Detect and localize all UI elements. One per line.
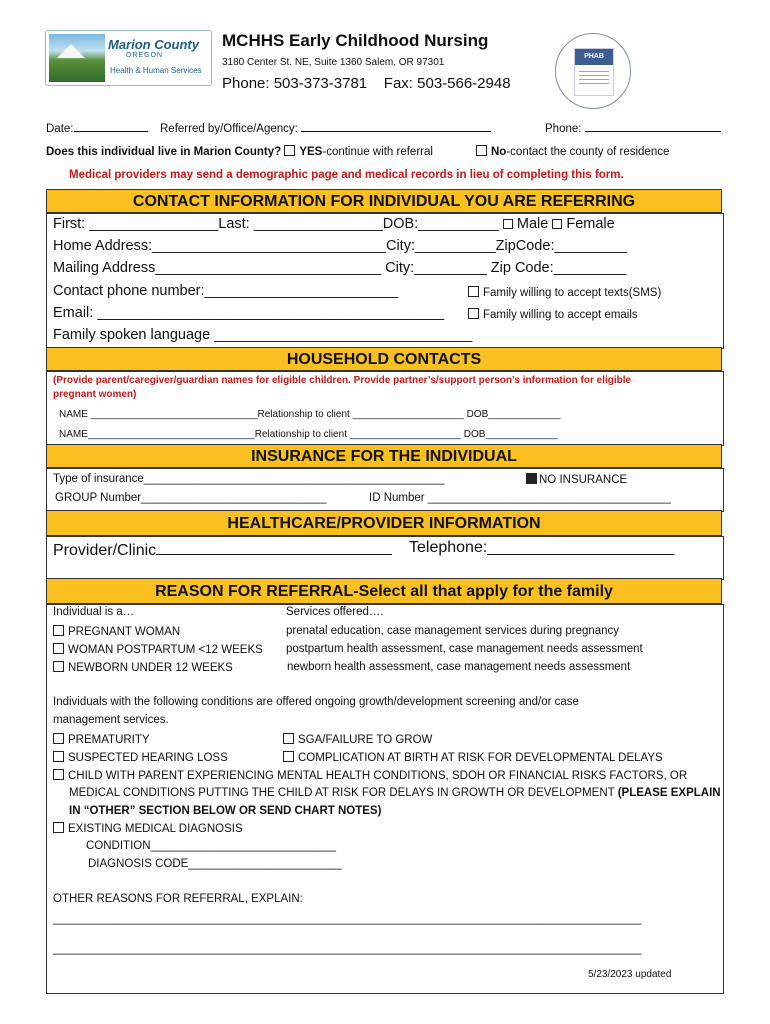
- existing-diagnosis-checkbox[interactable]: [53, 822, 64, 833]
- female-label: Female: [566, 216, 615, 232]
- other-reasons-line-2[interactable]: ____________________________________________________________________________________________: [53, 943, 642, 955]
- no-insurance-option: [526, 473, 627, 486]
- insurance-type-field[interactable]: Type of insurance_______________________________________________: [53, 473, 445, 485]
- first-last-dob: First: ________________Last: ________________DOB:__________: [53, 216, 499, 232]
- services-label: Services offered….: [286, 606, 384, 618]
- yes-checkbox[interactable]: [284, 145, 295, 156]
- insurance-heading: INSURANCE FOR THE INDIVIDUAL: [46, 444, 722, 468]
- other-reasons-label: OTHER REASONS FOR REFERRAL, EXPLAIN:: [53, 893, 303, 905]
- contact-phone-fax: [222, 75, 511, 92]
- newborn-checkbox[interactable]: [53, 661, 64, 672]
- other-reasons-line-1[interactable]: ____________________________________________________________________________________________: [53, 913, 642, 925]
- reason-heading: REASON FOR REFERRAL-Select all that apply for the family: [46, 578, 722, 604]
- contact-heading: CONTACT INFORMATION FOR INDIVIDUAL YOU ARE REFERRING: [46, 189, 722, 213]
- existing-diagnosis-label: EXISTING MEDICAL DIAGNOSIS: [68, 823, 243, 835]
- no-label: No: [491, 146, 507, 158]
- individual-label: Individual is a…: [53, 606, 135, 618]
- sga-option: [283, 733, 432, 746]
- emails-checkbox[interactable]: [468, 308, 479, 319]
- condition-field[interactable]: CONDITION_____________________________: [86, 840, 337, 852]
- provider-clinic-label: Provider/Clinic: [53, 542, 157, 559]
- county-question: [46, 145, 433, 158]
- pregnant-service: prenatal education, case management services during pregnancy: [286, 625, 620, 637]
- prematurity-checkbox[interactable]: [53, 733, 64, 744]
- parent-risk-line1: CHILD WITH PARENT EXPERIENCING MENTAL HEALTH CONDITIONS, SDOH OR FINANCIAL RISKS FACTORS, OR: [68, 770, 688, 782]
- email-field[interactable]: Email: ___________________________________________: [53, 305, 445, 321]
- prematurity-option: [53, 733, 150, 746]
- marion-county-logo: [45, 30, 212, 86]
- updated-date: 5/23/2023 updated: [588, 969, 672, 980]
- emails-label: Family willing to accept emails: [483, 309, 638, 321]
- parent-risk-option: [53, 769, 687, 782]
- postpartum-checkbox[interactable]: [53, 643, 64, 654]
- sga-label: SGA/FAILURE TO GROW: [298, 734, 433, 746]
- no-insurance-label: NO INSURANCE: [539, 474, 628, 486]
- newborn-option: [53, 661, 233, 674]
- household-note: (Provide parent/caregiver/guardian names for eligible children. Provide partner’s/support person’s information for eligible pregnant women): [53, 375, 632, 400]
- conditions-intro-line2: management services.: [53, 714, 169, 726]
- referrer-phone-field[interactable]: [545, 119, 721, 135]
- language-field[interactable]: Family spoken language ________________________________: [53, 327, 473, 343]
- logo-state: OREGON: [126, 52, 164, 59]
- parent-risk-line2-text: MEDICAL CONDITIONS PUTTING THE CHILD AT RISK FOR DELAYS IN GROWTH OR DEVELOPMENT: [69, 787, 615, 799]
- referrer-phone-label: Phone:: [545, 123, 582, 135]
- household-row-1[interactable]: NAME ______________________________Relationship to client ____________________ DOB_____________: [59, 409, 561, 420]
- yes-rest: -continue with referral: [322, 146, 433, 158]
- male-checkbox[interactable]: [503, 219, 513, 229]
- texts-checkbox[interactable]: [468, 286, 479, 297]
- hearing-option: [53, 751, 228, 764]
- provider-clinic-field[interactable]: [53, 539, 392, 560]
- date-label: Date:: [46, 123, 74, 135]
- household-heading: HOUSEHOLD CONTACTS: [46, 347, 722, 371]
- no-rest: -contact the county of residence: [506, 146, 670, 158]
- parent-risk-explain: (PLEASE EXPLAIN: [617, 787, 721, 799]
- referred-by-field[interactable]: [160, 119, 491, 135]
- referred-label: Referred by/Office/Agency:: [160, 123, 298, 135]
- provider-heading: HEALTHCARE/PROVIDER INFORMATION: [46, 510, 722, 536]
- provider-notice: Medical providers may send a demographic page and medical records in lieu of completing this form.: [69, 169, 624, 181]
- texts-option: [468, 286, 661, 299]
- date-field[interactable]: [46, 119, 148, 135]
- conditions-intro-line1: Individuals with the following conditions are offered ongoing growth/development screening and/or case: [53, 696, 579, 708]
- postpartum-option: [53, 643, 263, 656]
- parent-risk-checkbox[interactable]: [53, 769, 64, 780]
- logo-name: Marion County: [108, 37, 199, 52]
- no-checkbox[interactable]: [476, 145, 487, 156]
- seal-text: PHAB: [575, 49, 613, 65]
- complication-checkbox[interactable]: [283, 751, 294, 762]
- id-number-field[interactable]: ID Number ______________________________________: [369, 492, 671, 504]
- existing-diagnosis-option: [53, 822, 243, 835]
- phone-number: Phone: 503-373-3781: [222, 75, 368, 92]
- female-checkbox[interactable]: [552, 219, 562, 229]
- parent-risk-line3: IN “OTHER” SECTION BELOW OR SEND CHART NOTES): [69, 805, 382, 817]
- prematurity-label: PREMATURITY: [68, 734, 150, 746]
- fax-number: Fax: 503-566-2948: [383, 75, 511, 92]
- provider-telephone-field[interactable]: Telephone:_____________________: [409, 539, 675, 556]
- texts-label: Family willing to accept texts(SMS): [483, 287, 662, 299]
- pregnant-checkbox[interactable]: [53, 625, 64, 636]
- no-insurance-checkbox[interactable]: [526, 473, 537, 484]
- postpartum-label: WOMAN POSTPARTUM <12 WEEKS: [68, 644, 263, 656]
- hearing-label: SUSPECTED HEARING LOSS: [68, 752, 228, 764]
- parent-risk-line2: [69, 787, 721, 799]
- pregnant-option: [53, 625, 180, 638]
- phab-badge-icon: [574, 48, 614, 96]
- yes-label: YES: [299, 146, 323, 158]
- contact-phone-field[interactable]: Contact phone number:________________________: [53, 283, 399, 299]
- male-label: Male: [516, 216, 549, 232]
- sga-checkbox[interactable]: [283, 733, 294, 744]
- newborn-label: NEWBORN UNDER 12 WEEKS: [68, 662, 233, 674]
- complication-label: COMPLICATION AT BIRTH AT RISK FOR DEVELOPMENTAL DELAYS: [298, 752, 663, 764]
- first-last-dob-field[interactable]: [53, 216, 615, 232]
- diagnosis-code-field[interactable]: DIAGNOSIS CODE________________________: [88, 858, 342, 870]
- county-question-text: Does this individual live in Marion County?: [46, 146, 282, 158]
- form-title: MCHHS Early Childhood Nursing: [222, 31, 489, 50]
- newborn-service: newborn health assessment, case management needs assessment: [287, 661, 631, 673]
- home-address-field[interactable]: Home Address:_____________________________City:__________ZipCode:_________: [53, 238, 628, 254]
- emails-option: [468, 308, 638, 321]
- mailing-address-field[interactable]: Mailing Address____________________________ City:_________ Zip Code:_________: [53, 260, 627, 276]
- group-number-field[interactable]: GROUP Number_____________________________: [55, 492, 327, 504]
- phab-seal: [555, 33, 631, 109]
- logo-dept: Health & Human Services: [110, 66, 202, 75]
- hearing-checkbox[interactable]: [53, 751, 64, 762]
- mountain-logo-icon: [49, 34, 105, 82]
- postpartum-service: postpartum health assessment, case management needs assessment: [286, 643, 643, 655]
- household-row-2[interactable]: NAME______________________________Relationship to client ____________________ DOB_____________: [59, 429, 558, 440]
- address: 3180 Center St. NE, Suite 1360 Salem, OR 97301: [222, 57, 445, 68]
- no-option: [476, 145, 669, 158]
- pregnant-label: PREGNANT WOMAN: [68, 626, 181, 638]
- complication-option: [283, 751, 663, 764]
